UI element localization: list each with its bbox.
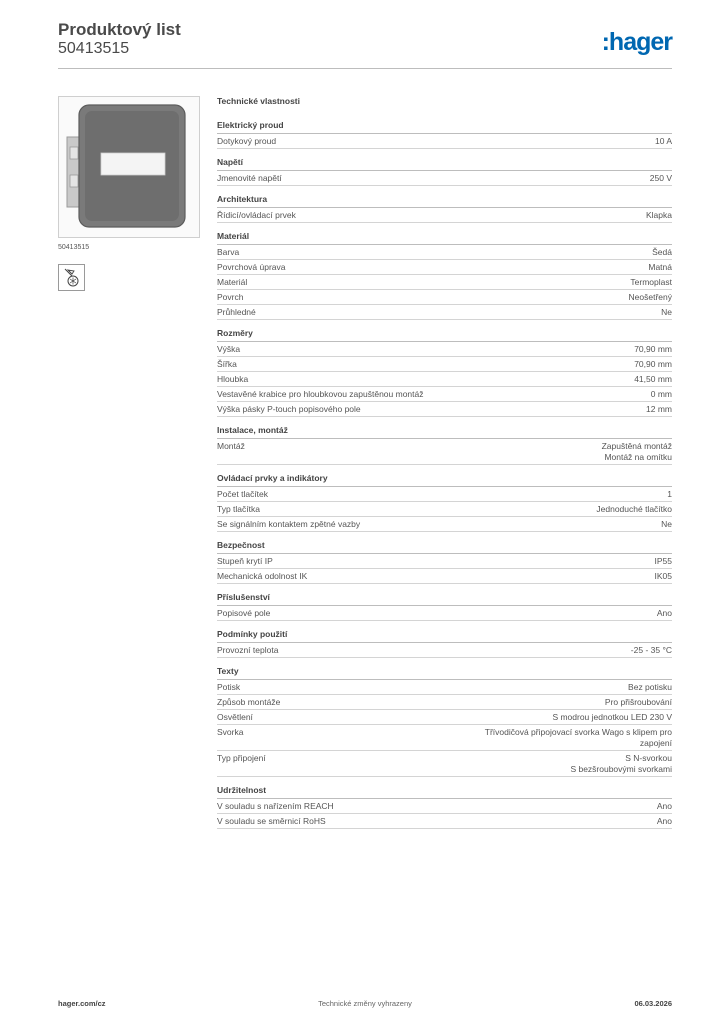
page-header xyxy=(58,20,672,69)
spec-row xyxy=(217,245,672,260)
spec-label: Dotykový proud xyxy=(217,136,277,146)
spec-section xyxy=(217,157,672,186)
spec-section xyxy=(217,231,672,320)
spec-section xyxy=(217,120,672,149)
section-title: Podmínky použití xyxy=(217,629,672,643)
spec-value xyxy=(596,504,672,515)
spec-value-line: Matná xyxy=(648,262,672,272)
spec-row xyxy=(217,751,672,777)
spec-label: Počet tlačítek xyxy=(217,489,269,499)
spec-row xyxy=(217,606,672,621)
spec-value xyxy=(667,489,672,500)
section-title: Texty xyxy=(217,666,672,680)
spec-value xyxy=(570,753,672,775)
spec-value-line: Klapka xyxy=(646,210,672,220)
hager-logo: :hager xyxy=(601,28,672,56)
spec-label: Řídicí/ovládací prvek xyxy=(217,210,296,220)
product-code: 50413515 xyxy=(58,40,130,57)
section-title: Rozměry xyxy=(217,328,672,342)
section-title: Instalace, montáž xyxy=(217,425,672,439)
spec-value xyxy=(631,645,672,656)
spec-value xyxy=(646,210,672,221)
specifications xyxy=(217,95,672,837)
spec-value-line: Třívodičová připojovací svorka Wago s klipem pro xyxy=(484,727,672,737)
spec-value-line: S N-svorkou xyxy=(625,753,672,763)
spec-label: Svorka xyxy=(217,727,244,737)
spec-value-line: Ano xyxy=(656,608,672,618)
spec-label: Typ tlačítka xyxy=(217,504,260,514)
spec-row xyxy=(217,695,672,710)
spec-value xyxy=(655,556,673,567)
spec-section xyxy=(217,785,672,829)
spec-value xyxy=(605,697,672,708)
spec-row xyxy=(217,517,672,532)
spec-label: Průhledné xyxy=(217,307,256,317)
footer-date: 06.03.2026 xyxy=(634,999,672,1008)
spec-label: Stupeň krytí IP xyxy=(217,556,273,566)
section-title: Napětí xyxy=(217,157,672,171)
spec-label: Způsob montáže xyxy=(217,697,281,707)
section-title: Architektura xyxy=(217,194,672,208)
spec-label: Se signálním kontaktem zpětné vazby xyxy=(217,519,361,529)
spec-value xyxy=(602,441,672,463)
spec-value xyxy=(657,608,672,619)
spec-row xyxy=(217,171,672,186)
spec-section xyxy=(217,629,672,658)
spec-value-line: IK05 xyxy=(654,571,672,581)
section-title: Materiál xyxy=(217,231,672,245)
spec-value-line: Ano xyxy=(656,801,672,811)
spec-section xyxy=(217,666,672,777)
spec-value-line: Zapuštěná montáž xyxy=(601,441,672,451)
spec-label: Materiál xyxy=(217,277,248,287)
spec-value-line: 70,90 mm xyxy=(634,344,672,354)
spec-row xyxy=(217,502,672,517)
spec-label: V souladu se směrnicí RoHS xyxy=(217,816,326,826)
spec-value xyxy=(485,727,672,749)
spec-value xyxy=(655,571,673,582)
spec-row xyxy=(217,439,672,465)
spec-row xyxy=(217,487,672,502)
ip-protection-icon xyxy=(58,264,85,291)
spec-value-line: Ne xyxy=(661,519,672,529)
spec-label: Vestavěné krabice pro hloubkovou zapuštěnou montáž xyxy=(217,389,424,399)
spec-value-line: 0 mm xyxy=(650,389,672,399)
spec-row xyxy=(217,357,672,372)
specs-heading: Technické vlastnosti xyxy=(217,96,300,106)
spec-value-line: S bezšroubovými svorkami xyxy=(570,764,672,774)
spec-label: Barva xyxy=(217,247,240,257)
spec-value-line: Termoplast xyxy=(630,277,672,287)
spec-value-line: Ne xyxy=(661,307,672,317)
spec-value-line: 1 xyxy=(667,489,672,499)
spec-value xyxy=(634,344,672,355)
section-title: Elektrický proud xyxy=(217,120,672,134)
spec-value xyxy=(655,136,672,147)
spec-row xyxy=(217,554,672,569)
spec-value-line: 70,90 mm xyxy=(634,359,672,369)
footer-website-link[interactable]: hager.com/cz xyxy=(58,999,106,1008)
spec-value xyxy=(661,307,672,318)
spec-value xyxy=(629,292,672,303)
spec-value-line: Jednoduché tlačítko xyxy=(596,504,672,514)
product-image xyxy=(58,96,200,238)
spec-label: Montáž xyxy=(217,441,245,451)
spec-row xyxy=(217,275,672,290)
spec-value xyxy=(650,173,672,184)
spec-value-line: 250 V xyxy=(649,173,672,183)
section-title: Udržitelnost xyxy=(217,785,672,799)
spec-value-line: S modrou jednotkou LED 230 V xyxy=(552,712,672,722)
spec-value-line: Bez potisku xyxy=(628,682,672,692)
spec-value-line: Pro přišroubování xyxy=(604,697,672,707)
spec-row xyxy=(217,134,672,149)
spec-label: Šířka xyxy=(217,359,237,369)
spec-value xyxy=(630,277,672,288)
spec-row xyxy=(217,680,672,695)
spec-value-line: Neošetřený xyxy=(628,292,672,302)
footer-disclaimer: Technické změny vyhrazeny xyxy=(318,999,412,1008)
spec-value-line: Šedá xyxy=(652,247,672,257)
spec-value xyxy=(657,816,672,827)
spec-row xyxy=(217,372,672,387)
spec-section xyxy=(217,328,672,417)
spec-row xyxy=(217,643,672,658)
page-title: Produktový list xyxy=(58,20,181,39)
spec-value-line: IP55 xyxy=(654,556,672,566)
spec-row xyxy=(217,814,672,829)
spec-value-line: Montáž na omítku xyxy=(604,452,672,462)
spec-value-line: zapojení xyxy=(639,738,672,748)
spec-row xyxy=(217,710,672,725)
spec-value-line: 41,50 mm xyxy=(634,374,672,384)
spec-value-line: Ano xyxy=(656,816,672,826)
section-title: Bezpečnost xyxy=(217,540,672,554)
spec-label: Povrch xyxy=(217,292,244,302)
spec-value xyxy=(634,359,672,370)
image-caption: 50413515 xyxy=(58,244,90,251)
spec-value xyxy=(651,389,672,400)
spec-label: Hloubka xyxy=(217,374,249,384)
spec-row xyxy=(217,290,672,305)
section-title: Příslušenství xyxy=(217,592,672,606)
spec-section xyxy=(217,473,672,532)
spec-value-line: -25 - 35 °C xyxy=(630,645,672,655)
spec-row xyxy=(217,402,672,417)
spec-value xyxy=(652,247,672,258)
spec-row xyxy=(217,305,672,320)
spec-label: Povrchová úprava xyxy=(217,262,286,272)
spec-label: Popisové pole xyxy=(217,608,271,618)
spec-label: Provozní teplota xyxy=(217,645,279,655)
spec-row xyxy=(217,342,672,357)
spec-label: Výška pásky P-touch popisového pole xyxy=(217,404,361,414)
spec-section xyxy=(217,194,672,223)
spec-row xyxy=(217,208,672,223)
section-title: Ovládací prvky a indikátory xyxy=(217,473,672,487)
spec-label: Typ připojení xyxy=(217,753,266,763)
spec-row xyxy=(217,260,672,275)
spec-section xyxy=(217,540,672,584)
spec-value xyxy=(628,682,672,693)
spec-value xyxy=(648,262,672,273)
spec-row xyxy=(217,387,672,402)
spec-label: Jmenovité napětí xyxy=(217,173,282,183)
spec-row xyxy=(217,725,672,751)
spec-value xyxy=(646,404,672,415)
spec-value xyxy=(661,519,672,530)
spec-label: Výška xyxy=(217,344,241,354)
spec-value xyxy=(657,801,672,812)
spec-label: Mechanická odolnost IK xyxy=(217,571,308,581)
spec-label: V souladu s nařízením REACH xyxy=(217,801,334,811)
spec-value xyxy=(634,374,672,385)
spec-label: Potisk xyxy=(217,682,241,692)
spec-row xyxy=(217,799,672,814)
spec-sections xyxy=(217,120,672,829)
spec-section xyxy=(217,592,672,621)
spec-section xyxy=(217,425,672,465)
spec-value-line: 10 A xyxy=(654,136,672,146)
spec-label: Osvětlení xyxy=(217,712,253,722)
spec-row xyxy=(217,569,672,584)
switch-illustration xyxy=(59,97,199,237)
spec-value xyxy=(552,712,672,723)
spec-value-line: 12 mm xyxy=(646,404,672,414)
